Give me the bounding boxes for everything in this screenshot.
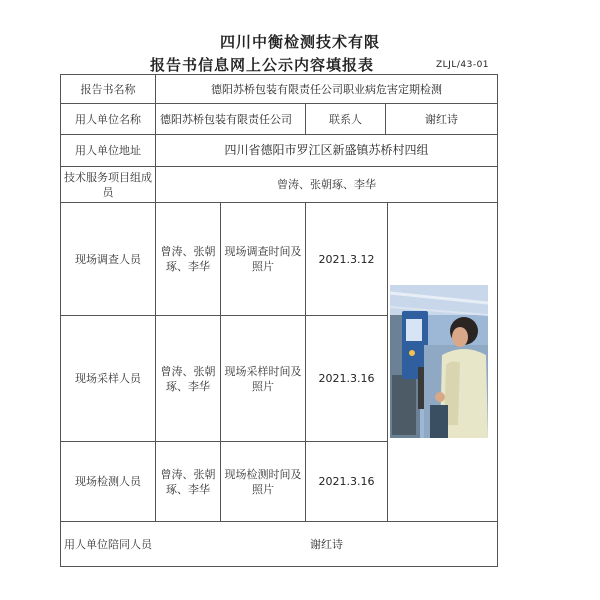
escort-value: 谢红诗	[310, 537, 343, 551]
testing-people: 曾涛、张朝琢、李华	[160, 467, 216, 496]
report-name-value: 德阳苏桥包装有限责任公司职业病危害定期检测	[211, 82, 442, 96]
address-label: 用人单位地址	[75, 144, 141, 157]
document-title-line1: 四川中衡检测技术有限	[219, 33, 380, 51]
survey-label: 现场调查人员	[75, 252, 141, 266]
testing-label: 现场检测人员	[75, 475, 141, 488]
contact-label: 联系人	[329, 112, 362, 126]
employer-label: 用人单位名称	[75, 112, 141, 126]
team-value: 曾涛、张朝琢、李华	[277, 178, 376, 191]
document-title-line2: 报告书信息网上公示内容填报表	[150, 56, 375, 74]
survey-date: 2021.3.12	[318, 252, 375, 266]
sampling-people: 曾涛、张朝琢、李华	[160, 364, 216, 393]
sampling-time-label: 现场采样时间及照片	[224, 364, 302, 393]
sampling-date: 2021.3.16	[318, 372, 375, 385]
site-photo	[390, 285, 488, 438]
testing-date: 2021.3.16	[318, 475, 375, 488]
document-code: ZLJL/43-01	[436, 60, 490, 70]
report-name-label: 报告书名称	[80, 82, 136, 96]
team-label: 技术服务项目组成员	[64, 170, 152, 199]
testing-time-label: 现场检测时间及照片	[224, 467, 302, 496]
survey-time-label: 现场调查时间及照片	[224, 245, 302, 273]
employer-value: 德阳苏桥包装有限责任公司	[160, 112, 292, 126]
contact-value: 谢红诗	[425, 112, 458, 126]
address-value: 四川省德阳市罗江区新盛镇苏桥村四组	[224, 143, 429, 157]
sampling-label: 现场采样人员	[75, 372, 141, 385]
survey-people: 曾涛、张朝琢、李华	[160, 245, 216, 273]
escort-label: 用人单位陪同人员	[64, 537, 152, 551]
